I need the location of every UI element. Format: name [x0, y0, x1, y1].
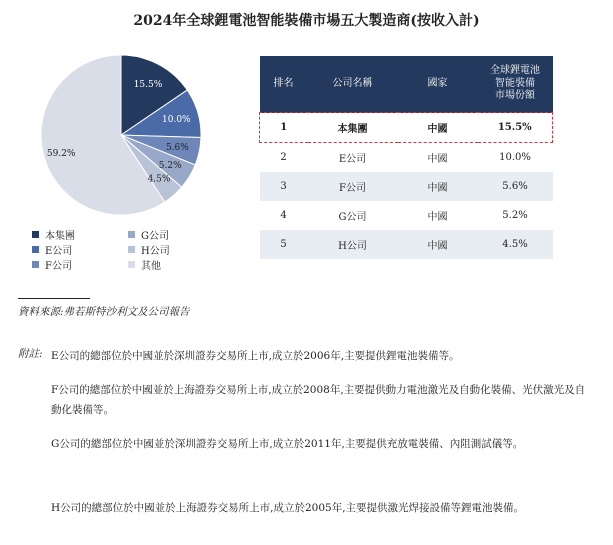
- ranking-table: [259, 56, 553, 259]
- chart-title: 2024年全球鋰電池智能裝備市場五大製造商(按收入計): [133, 13, 480, 29]
- slice-label: 15.5%: [133, 80, 163, 91]
- table-row: [260, 230, 553, 259]
- cell-company: E公司: [338, 154, 367, 165]
- note-company-g: G公司的總部位於中國並於深圳證券交易所上市,成立於2011年,主要提供充放電裝備、內阻測試儀等。: [51, 438, 524, 450]
- cell-country: 中國: [398, 113, 478, 143]
- table-row: [260, 143, 553, 173]
- cell-rank: 3: [260, 172, 308, 201]
- legend-swatch: [32, 261, 39, 268]
- header-company: 公司名稱: [308, 56, 398, 113]
- slice-label: 4.5%: [147, 174, 171, 185]
- note-company-e: E公司的總部位於中國並於深圳證券交易所上市,成立於2006年,主要提供鋰電池裝備等。: [51, 350, 460, 362]
- cell-share: 5.6%: [478, 172, 553, 201]
- notes-label: 附註:: [18, 348, 43, 360]
- table-row: [260, 172, 553, 201]
- cell-share: 5.2%: [502, 210, 528, 221]
- header-market-share: [478, 56, 553, 113]
- table-header-row: [260, 56, 553, 113]
- cell-rank: 1: [260, 113, 308, 143]
- legend-item-company-g: [128, 227, 169, 242]
- header-share-line: 全球鋰電池: [490, 65, 540, 77]
- cell-rank: 5: [260, 230, 308, 259]
- legend-item-others: [128, 257, 161, 272]
- source-note: 資料來源:弗若斯特沙利文及公司報告: [18, 306, 190, 318]
- note-company-h: H公司的總部位於中國並於上海證券交易所上市,成立於2005年,主要提供激光焊接設備等鋰電池裝備。: [51, 502, 525, 514]
- pie-chart: [36, 50, 206, 220]
- legend-label: G公司: [141, 231, 169, 242]
- cell-company: G公司: [338, 212, 367, 223]
- cell-share: 10.0%: [499, 152, 531, 163]
- legend-item-company-h: [128, 242, 170, 257]
- legend-label: E公司: [45, 246, 73, 257]
- header-share-line: 智能裝備: [495, 77, 535, 89]
- legend-swatch: [32, 246, 39, 253]
- legend-item-group: [32, 227, 75, 242]
- legend-item-company-f: [32, 257, 72, 272]
- legend-label: H公司: [141, 246, 170, 257]
- cell-rank: 2: [280, 152, 287, 163]
- cell-company: F公司: [308, 172, 398, 201]
- legend-item-company-e: [32, 242, 72, 257]
- legend-swatch: [32, 231, 39, 238]
- slice-label: 10.0%: [162, 114, 191, 125]
- footnote-divider: [18, 298, 90, 299]
- cell-share: 4.5%: [478, 230, 553, 259]
- cell-country: 中國: [427, 212, 448, 223]
- cell-country: 中國: [398, 172, 478, 201]
- legend-swatch: [128, 231, 135, 238]
- header-rank: 排名: [260, 56, 308, 113]
- slice-label: 59.2%: [46, 148, 76, 159]
- cell-country: 中國: [427, 154, 448, 165]
- slice-label: 5.2%: [158, 160, 182, 171]
- legend-label: 本集團: [45, 231, 75, 242]
- legend-swatch: [128, 261, 135, 268]
- slice-label: 5.6%: [165, 142, 189, 153]
- cell-company: H公司: [308, 230, 398, 259]
- legend-label: F公司: [45, 261, 72, 272]
- cell-rank: 4: [280, 210, 287, 221]
- legend-label: 其他: [141, 261, 161, 272]
- table-row: [260, 201, 553, 230]
- cell-company: 本集團: [308, 113, 398, 143]
- legend-swatch: [128, 246, 135, 253]
- cell-share: 15.5%: [478, 113, 553, 143]
- cell-country: 中國: [398, 230, 478, 259]
- header-country: 國家: [398, 56, 478, 113]
- table-row-highlighted: [260, 113, 553, 143]
- header-share-line: 市場份額: [495, 90, 535, 102]
- note-company-f: F公司的總部位於中國並於上海證券交易所上市,成立於2008年,主要提供動力電池激光及自動化裝備、光伏激光及自動化裝備等。: [51, 384, 586, 416]
